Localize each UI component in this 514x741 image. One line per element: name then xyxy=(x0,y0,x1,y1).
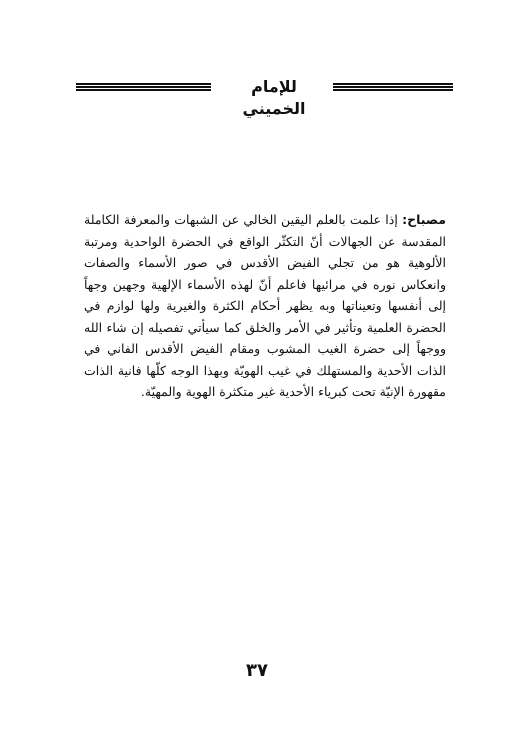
running-header xyxy=(76,76,453,118)
header-title: للإمام الخميني xyxy=(242,77,306,118)
rule-line xyxy=(76,86,211,88)
paragraph-text: إذا علمت بالعلم اليقين الخالي عن الشبهات والمعرفة الكاملة المقدسة عن الجهالات أنّ التكثّر الواقع في الحضرة الواحدية ومرتبة الألوهية هو من تجلي الفيض الأقدس في صور الأسماء والصفات وانعكاس نوره في مرائيها فاعلم أنّ لهذه الأسماء الإلهية وجهين وجهاً إلى أنفسها وتعيناتها وبه يظهر أحكام الكثرة والغيرية ولها لوازم في الحضرة العلمية وتأثير في الأمر والخلق كما سيأتي تفصيله إن شاء الله ووجهاً إلى حضرة الغيب المشوب ومقام الفيض الأقدس الفاني في الذات الأحدية والمستهلك في غيب الهويّة وبهذا الوجه كلّها فانية الذات مقهورة الإنيّة تحت كبرياء الأحدية غير متكثرة الهوية والمهيّة. xyxy=(84,212,446,399)
body-paragraph xyxy=(84,209,446,403)
header-rule-left xyxy=(76,83,211,92)
rule-line xyxy=(76,83,211,85)
rule-line xyxy=(333,89,453,91)
section-term: مصباح: xyxy=(402,212,446,227)
header-rule-right xyxy=(333,83,453,92)
rule-line xyxy=(333,86,453,88)
rule-line xyxy=(76,89,211,91)
rule-line xyxy=(333,83,453,85)
page-number: ٣٧ xyxy=(246,660,268,681)
